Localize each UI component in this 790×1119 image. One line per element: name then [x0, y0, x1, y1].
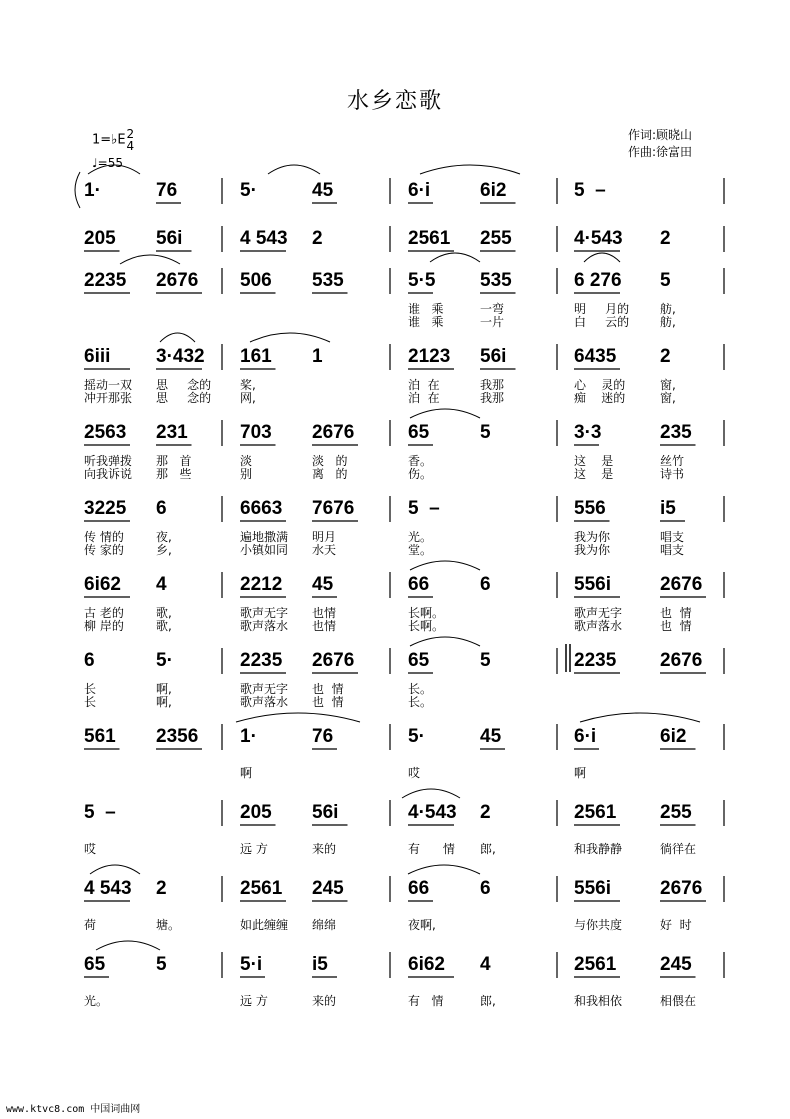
note-group: 6i2	[660, 726, 687, 747]
note-group: 66	[408, 878, 430, 899]
lyric-verse-1: 这 是	[574, 454, 614, 468]
lyric-verse-1: 传 情的	[84, 530, 124, 544]
note-group: 2	[480, 802, 491, 823]
key-note: E	[117, 132, 126, 148]
lyric-verse-1: 舫,	[660, 302, 676, 316]
note-group: 2235	[240, 650, 283, 671]
note-group: 5 –	[574, 180, 606, 201]
lyric-verse-1: 也 情	[660, 606, 692, 620]
lyric-verse-1: 歌,	[156, 606, 172, 620]
lyric-verse-2: 白 云的	[574, 315, 630, 329]
lyric-verse-1: 明 月的	[574, 302, 630, 316]
lyric-verse-2: 这 是	[574, 467, 614, 481]
note-group: 2235	[574, 650, 617, 671]
note-group: 6663	[240, 498, 283, 519]
note-group: 2563	[84, 422, 127, 443]
score-row	[0, 794, 790, 870]
note-group: 3225	[84, 498, 127, 519]
note-group: 231	[156, 422, 188, 443]
lyric-verse-2: 歌声落水	[240, 695, 289, 709]
score-row	[0, 414, 790, 490]
lyric-verse-1: 徜徉在	[660, 842, 697, 856]
lyric-verse-1: 来的	[312, 842, 337, 856]
lyric-verse-1: 遍地撒满	[240, 530, 289, 544]
note-group: 5·	[240, 180, 257, 201]
note-group: 2	[156, 878, 167, 899]
note-group: 2676	[660, 650, 703, 671]
note-group: 2676	[156, 270, 199, 291]
lyric-verse-1: 远 方	[240, 842, 268, 856]
lyric-verse-2: 长。	[408, 695, 433, 709]
lyric-verse-1: 夜,	[156, 530, 172, 544]
lyric-verse-2: 窗,	[660, 391, 676, 405]
lyric-verse-2: 传 家的	[84, 543, 124, 557]
lyric-verse-2: 诗书	[660, 467, 685, 481]
lyric-verse-1: 如此缠缠	[240, 918, 289, 932]
note-group: 2676	[312, 422, 355, 443]
note-group: 2212	[240, 574, 283, 595]
score-row	[0, 566, 790, 642]
lyric-verse-2: 堂。	[408, 543, 433, 557]
tempo-value: =55	[97, 156, 123, 170]
lyric-verse-1: 夜啊,	[408, 918, 436, 932]
lyric-verse-1: 哎	[408, 766, 421, 780]
note-group: 4·543	[574, 228, 623, 249]
note-group: 4	[156, 574, 167, 595]
note-group: 2	[660, 346, 671, 367]
lyric-verse-2: 柳 岸的	[84, 619, 124, 633]
lyric-verse-2: 谁 乘	[408, 315, 444, 329]
lyric-verse-1: 长啊。	[408, 606, 445, 620]
note-group: 2676	[660, 574, 703, 595]
lyric-verse-1: 远 方	[240, 994, 268, 1008]
note-group: 6	[480, 878, 491, 899]
lyric-verse-2: 唱支	[660, 543, 685, 557]
note-group: 45	[480, 726, 502, 747]
lyric-verse-2: 思 念的	[156, 391, 212, 405]
lyric-verse-1: 淡	[240, 454, 253, 468]
lyric-verse-2: 也情	[312, 619, 337, 633]
lyric-verse-2: 我那	[480, 391, 505, 405]
lyric-verse-2: 也 情	[660, 619, 692, 633]
lyric-verse-1: 听我弹拨	[84, 454, 133, 468]
note-group: 45	[312, 574, 334, 595]
lyric-verse-2: 水天	[312, 543, 337, 557]
note-group: 6	[156, 498, 167, 519]
note-group: 6iii	[84, 346, 111, 367]
lyric-verse-1: 有 情	[408, 842, 455, 856]
note-group: 5·	[408, 726, 425, 747]
note-group: 205	[84, 228, 116, 249]
note-group: 3·3	[574, 422, 602, 443]
note-group: 255	[480, 228, 512, 249]
note-group: 76	[312, 726, 334, 747]
note-group: 5·5	[408, 270, 436, 291]
lyric-verse-1: 与你共度	[574, 918, 623, 932]
lyric-verse-2: 向我诉说	[84, 467, 133, 481]
lyric-verse-1: 谁 乘	[408, 302, 444, 316]
lyric-verse-1: 光。	[408, 530, 433, 544]
note-group: 245	[312, 878, 344, 899]
lyric-verse-1: 歌声无字	[240, 606, 289, 620]
lyric-verse-2: 一片	[480, 315, 505, 329]
note-group: 5 –	[408, 498, 440, 519]
lyric-verse-2: 痴 迷的	[574, 391, 626, 405]
lyric-verse-1: 长	[84, 682, 97, 696]
lyric-verse-1: 香。	[408, 454, 433, 468]
note-group: i5	[660, 498, 676, 519]
note-group: 6i62	[84, 574, 121, 595]
note-group: i5	[312, 954, 328, 975]
lyric-verse-2: 伤。	[408, 467, 433, 481]
lyric-verse-1: 相偎在	[660, 994, 697, 1008]
lyric-verse-1: 歌声无字	[240, 682, 289, 696]
note-group: 5	[480, 650, 491, 671]
lyric-verse-2: 网,	[240, 391, 256, 405]
note-group: 5	[156, 954, 167, 975]
lyric-verse-2: 泊 在	[408, 391, 440, 405]
note-group: 2	[312, 228, 323, 249]
note-group: 255	[660, 802, 692, 823]
lyric-verse-1: 光。	[84, 994, 109, 1008]
note-group: 2235	[84, 270, 127, 291]
lyric-verse-1: 啊	[240, 766, 253, 780]
note-group: 2	[660, 228, 671, 249]
lyric-verse-1: 来的	[312, 994, 337, 1008]
lyricist-credit: 作词:顾晓山	[628, 128, 693, 142]
note-group: 2123	[408, 346, 451, 367]
note-group: 6i2	[480, 180, 507, 201]
lyric-verse-1: 我为你	[574, 530, 611, 544]
note-group: 703	[240, 422, 272, 443]
lyric-verse-2: 舫,	[660, 315, 676, 329]
lyric-verse-2: 我为你	[574, 543, 611, 557]
lyric-verse-1: 唱支	[660, 530, 685, 544]
note-group: 66	[408, 574, 430, 595]
lyric-verse-1: 有 情	[408, 994, 444, 1008]
lyric-verse-1: 摇动一双	[84, 378, 133, 392]
lyric-verse-2: 那 些	[156, 467, 192, 481]
lyric-verse-1: 窗,	[660, 378, 676, 392]
note-group: 7676	[312, 498, 355, 519]
note-group: 2561	[574, 802, 617, 823]
lyric-verse-2: 歌声落水	[574, 619, 623, 633]
lyric-verse-1: 荷	[84, 918, 97, 932]
lyric-verse-2: 歌,	[156, 619, 172, 633]
note-group: 3·432	[156, 346, 205, 367]
lyric-verse-2: 长	[84, 695, 97, 709]
score-row	[0, 642, 790, 718]
score-row	[0, 946, 790, 1022]
note-group: 4	[480, 954, 491, 975]
lyric-verse-2: 也 情	[312, 695, 344, 709]
lyric-verse-1: 哎	[84, 842, 97, 856]
lyric-verse-1: 那 首	[156, 454, 192, 468]
score-row	[0, 490, 790, 566]
note-group: 5·i	[240, 954, 263, 975]
note-group: 161	[240, 346, 272, 367]
note-group: 6	[84, 650, 95, 671]
lyric-verse-1: 长。	[408, 682, 433, 696]
note-group: 561	[84, 726, 116, 747]
lyric-verse-1: 绵绵	[312, 918, 337, 932]
note-group: 2676	[312, 650, 355, 671]
note-group: 6·i	[574, 726, 597, 747]
score-row	[0, 870, 790, 946]
lyric-verse-1: 好 时	[660, 918, 692, 932]
lyric-verse-1: 丝竹	[660, 454, 685, 468]
note-group: 556i	[574, 574, 611, 595]
lyric-verse-1: 塘。	[156, 918, 181, 932]
note-group: 556i	[574, 878, 611, 899]
lyric-verse-2: 小镇如同	[240, 543, 289, 557]
footer-watermark: www.ktvc8.com 中国词曲网	[6, 1104, 141, 1115]
lyric-verse-1: 啊,	[156, 682, 172, 696]
note-group: 4 543	[240, 228, 288, 249]
note-group: 5	[660, 270, 671, 291]
note-group: 2561	[240, 878, 283, 899]
lyric-verse-1: 明月	[312, 530, 337, 544]
lyric-verse-2: 啊,	[156, 695, 172, 709]
time-top: 2	[126, 127, 135, 141]
note-group: 45	[312, 180, 334, 201]
note-group: 1	[312, 346, 323, 367]
score-row	[0, 338, 790, 414]
flat-symbol: ♭	[111, 132, 118, 148]
note-group: 535	[480, 270, 512, 291]
lyric-verse-1: 和我静静	[574, 842, 623, 856]
note-group: 1·	[240, 726, 257, 747]
note-group: 5	[480, 422, 491, 443]
lyric-verse-1: 也情	[312, 606, 337, 620]
lyric-verse-1: 啊	[574, 766, 587, 780]
note-group: 76	[156, 180, 178, 201]
note-group: 65	[408, 650, 430, 671]
note-group: 4·543	[408, 802, 457, 823]
note-group: 65	[408, 422, 430, 443]
note-group: 235	[660, 422, 692, 443]
lyric-verse-1: 郎,	[480, 994, 496, 1008]
lyric-verse-2: 冲开那张	[84, 391, 133, 405]
note-group: 6	[480, 574, 491, 595]
score-row	[0, 718, 790, 794]
note-group: 2676	[660, 878, 703, 899]
lyric-verse-2: 长啊。	[408, 619, 445, 633]
note-group: 56i	[156, 228, 183, 249]
lyric-verse-1: 泊 在	[408, 378, 440, 392]
quarter-note-icon: ♩	[92, 156, 98, 170]
note-group: 6i62	[408, 954, 445, 975]
score-row	[0, 262, 790, 338]
time-bottom: 4	[126, 139, 135, 153]
note-group: 6·i	[408, 180, 431, 201]
note-group: 6435	[574, 346, 617, 367]
lyric-verse-1: 思 念的	[156, 378, 212, 392]
lyric-verse-1: 心 灵的	[574, 378, 626, 392]
song-title: 水乡恋歌	[346, 89, 443, 114]
lyric-verse-1: 郎,	[480, 842, 496, 856]
lyric-verse-2: 别	[240, 467, 253, 481]
lyric-verse-2: 歌声落水	[240, 619, 289, 633]
note-group: 1·	[84, 180, 101, 201]
key-prefix: 1=	[92, 132, 112, 148]
note-group: 535	[312, 270, 344, 291]
lyric-verse-1: 古 老的	[84, 606, 124, 620]
note-group: 2561	[574, 954, 617, 975]
note-group: 5 –	[84, 802, 116, 823]
lyric-verse-1: 一弯	[480, 302, 505, 316]
lyric-verse-1: 歌声无字	[574, 606, 623, 620]
lyric-verse-1: 我那	[480, 378, 505, 392]
note-group: 245	[660, 954, 692, 975]
lyric-verse-1: 也 情	[312, 682, 344, 696]
note-group: 205	[240, 802, 272, 823]
note-group: 2561	[408, 228, 451, 249]
note-group: 506	[240, 270, 272, 291]
lyric-verse-2: 离 的	[312, 467, 348, 481]
note-group: 2356	[156, 726, 199, 747]
note-group: 5·	[156, 650, 173, 671]
note-group: 556	[574, 498, 606, 519]
note-group: 56i	[480, 346, 507, 367]
lyric-verse-1: 和我相依	[574, 994, 623, 1008]
lyric-verse-1: 淡 的	[312, 454, 348, 468]
lyric-verse-2: 乡,	[156, 543, 172, 557]
composer-credit: 作曲:徐富田	[628, 145, 693, 159]
lyric-verse-1: 桨,	[240, 378, 256, 392]
note-group: 4 543	[84, 878, 132, 899]
note-group: 6 276	[574, 270, 622, 291]
note-group: 65	[84, 954, 106, 975]
note-group: 56i	[312, 802, 339, 823]
